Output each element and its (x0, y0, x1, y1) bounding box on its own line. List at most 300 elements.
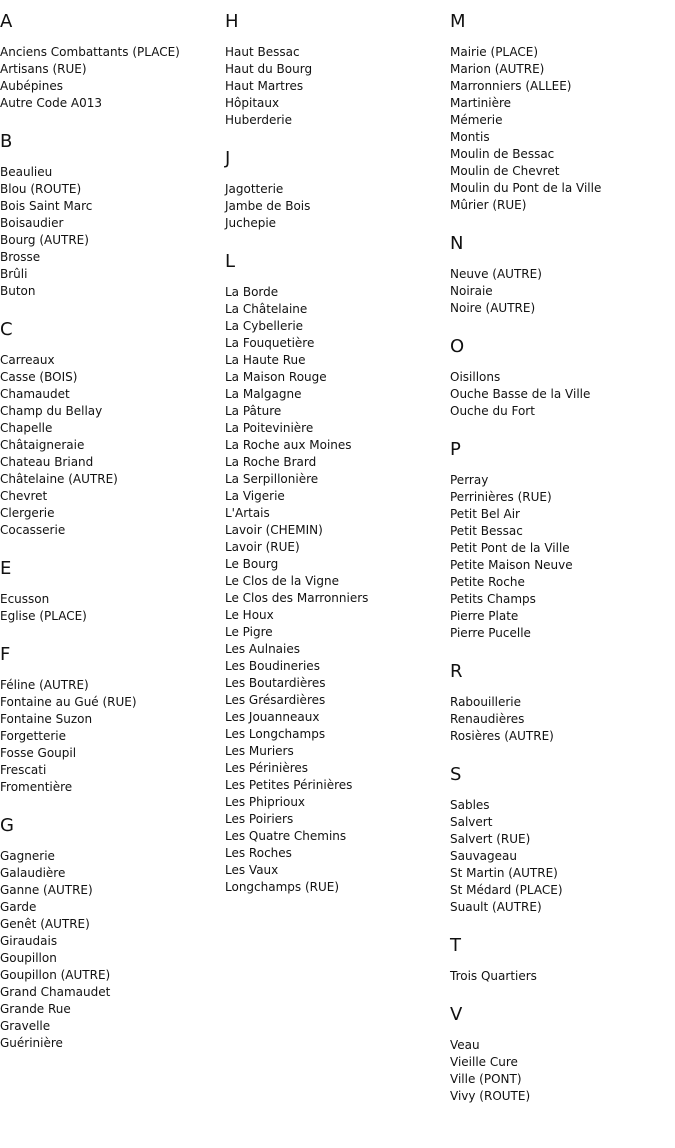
list-item (450, 797, 670, 814)
street-list (225, 44, 445, 129)
street-link[interactable]: Chevret (0, 489, 48, 503)
street-list (0, 44, 220, 112)
street-link[interactable]: Longchamps (RUE) (225, 880, 340, 894)
list-item (0, 403, 220, 420)
section-letter-heading: M (450, 11, 466, 32)
list-item (0, 95, 220, 112)
street-link[interactable]: Pierre Pucelle (450, 626, 531, 640)
index-section-m (450, 10, 670, 214)
list-item (450, 899, 670, 916)
list-item (225, 658, 445, 675)
list-item (0, 488, 220, 505)
street-link[interactable]: Goupillon (0, 951, 57, 965)
street-list (450, 1037, 670, 1105)
list-item (450, 506, 670, 523)
street-link[interactable]: Genêt (AUTRE) (0, 917, 90, 931)
street-link[interactable]: Beaulieu (0, 165, 53, 179)
street-link[interactable]: Champ du Bellay (0, 404, 103, 418)
section-letter-heading: V (450, 1004, 463, 1025)
section-letter-heading: A (0, 11, 13, 32)
street-list (450, 694, 670, 745)
list-item (225, 61, 445, 78)
street-link[interactable]: Haut Bessac (225, 45, 300, 59)
street-link[interactable]: Marion (AUTRE) (450, 62, 545, 76)
list-item (0, 283, 220, 300)
list-item (225, 845, 445, 862)
street-link[interactable]: La Cybellerie (225, 319, 304, 333)
street-link[interactable]: Noire (AUTRE) (450, 301, 536, 315)
street-link[interactable]: Boisaudier (0, 216, 64, 230)
street-link[interactable]: St Martin (AUTRE) (450, 866, 558, 880)
street-link[interactable]: Le Clos de la Vigne (225, 574, 339, 588)
street-link[interactable]: Les Roches (225, 846, 292, 860)
list-item (225, 573, 445, 590)
index-section-h (225, 10, 445, 129)
street-link[interactable]: Bois Saint Marc (0, 199, 93, 213)
list-item (450, 386, 670, 403)
street-link[interactable]: La Maison Rouge (225, 370, 327, 384)
list-item (225, 862, 445, 879)
street-link[interactable]: La Serpillonière (225, 472, 319, 486)
street-link[interactable]: Les Jouanneaux (225, 710, 320, 724)
list-item (0, 1018, 220, 1035)
street-link[interactable]: Blou (ROUTE) (0, 182, 82, 196)
street-list (450, 44, 670, 214)
list-item (0, 198, 220, 215)
list-item (450, 78, 670, 95)
street-link[interactable]: Petite Maison Neuve (450, 558, 573, 572)
list-item (0, 44, 220, 61)
street-link[interactable]: Petite Roche (450, 575, 525, 589)
street-link[interactable]: St Médard (PLACE) (450, 883, 563, 897)
list-item (450, 694, 670, 711)
street-list (450, 797, 670, 916)
list-item (450, 814, 670, 831)
list-item (225, 335, 445, 352)
street-link[interactable]: Petits Champs (450, 592, 536, 606)
list-item (225, 811, 445, 828)
list-item (0, 215, 220, 232)
street-link[interactable]: Garde (0, 900, 37, 914)
street-link[interactable]: Grande Rue (0, 1002, 71, 1016)
index-section-l (225, 250, 445, 896)
list-item (0, 78, 220, 95)
street-link[interactable]: Artisans (RUE) (0, 62, 87, 76)
list-item (450, 403, 670, 420)
list-item (0, 882, 220, 899)
street-link[interactable]: Noiraie (450, 284, 493, 298)
list-item (0, 933, 220, 950)
index-section-p (450, 438, 670, 642)
street-link[interactable]: Les Muriers (225, 744, 294, 758)
column-2 (225, 10, 445, 914)
list-item (450, 882, 670, 899)
list-item (225, 743, 445, 760)
street-link[interactable]: Chamaudet (0, 387, 70, 401)
list-item (225, 505, 445, 522)
list-item (225, 352, 445, 369)
street-link[interactable]: Brûli (0, 267, 28, 281)
street-list (450, 266, 670, 317)
street-link[interactable]: Eglise (PLACE) (0, 609, 87, 623)
street-link[interactable]: Ville (PONT) (450, 1072, 522, 1086)
street-link[interactable]: Fontaine au Gué (RUE) (0, 695, 137, 709)
street-link[interactable]: Mûrier (RUE) (450, 198, 527, 212)
section-letter-heading: C (0, 319, 13, 340)
list-item (450, 1088, 670, 1105)
street-link[interactable]: Le Bourg (225, 557, 279, 571)
section-letter-heading: T (450, 935, 461, 956)
list-item (0, 266, 220, 283)
street-link[interactable]: Chateau Briand (0, 455, 94, 469)
section-letter-heading: P (450, 439, 461, 460)
list-item (450, 968, 670, 985)
index-section-f (0, 643, 220, 796)
street-link[interactable]: Frescati (0, 763, 47, 777)
list-item (450, 831, 670, 848)
list-item (0, 1035, 220, 1052)
street-link[interactable]: La Haute Rue (225, 353, 306, 367)
street-link[interactable]: La Fouquetière (225, 336, 315, 350)
list-item (225, 488, 445, 505)
list-item (225, 181, 445, 198)
section-letter-heading: J (225, 148, 231, 169)
street-link[interactable]: Ouche Basse de la Ville (450, 387, 591, 401)
list-item (450, 472, 670, 489)
list-item (0, 522, 220, 539)
street-link[interactable]: Rosières (AUTRE) (450, 729, 554, 743)
section-letter-heading: S (450, 764, 462, 785)
street-link[interactable]: Hôpitaux (225, 96, 280, 110)
list-item (225, 386, 445, 403)
street-link[interactable]: Suault (AUTRE) (450, 900, 542, 914)
street-link[interactable]: Le Clos des Marronniers (225, 591, 369, 605)
street-link[interactable]: Les Boudineries (225, 659, 320, 673)
list-item (225, 522, 445, 539)
list-item (450, 1071, 670, 1088)
street-link[interactable]: La Roche aux Moines (225, 438, 352, 452)
list-item (450, 300, 670, 317)
street-link[interactable]: La Borde (225, 285, 279, 299)
street-link[interactable]: Oisillons (450, 370, 501, 384)
street-link[interactable]: Ecusson (0, 592, 50, 606)
index-section-r (450, 660, 670, 745)
street-link[interactable]: Jambe de Bois (225, 199, 311, 213)
list-item (225, 777, 445, 794)
street-link[interactable]: Les Boutardières (225, 676, 326, 690)
index-section-v (450, 1003, 670, 1105)
list-item (0, 762, 220, 779)
list-item (0, 249, 220, 266)
street-link[interactable]: Châtaigneraie (0, 438, 85, 452)
list-item (225, 437, 445, 454)
street-link[interactable]: Féline (AUTRE) (0, 678, 89, 692)
list-item (0, 984, 220, 1001)
list-item (450, 129, 670, 146)
list-item (450, 146, 670, 163)
street-link[interactable]: Guérinière (0, 1036, 63, 1050)
street-link[interactable]: Grand Chamaudet (0, 985, 111, 999)
street-list (0, 677, 220, 796)
street-link[interactable]: Renaudières (450, 712, 525, 726)
list-item (225, 369, 445, 386)
column-1 (0, 10, 220, 1070)
street-link[interactable]: Le Houx (225, 608, 274, 622)
list-item (450, 180, 670, 197)
list-item (225, 607, 445, 624)
street-link[interactable]: Petit Bel Air (450, 507, 520, 521)
list-item (0, 694, 220, 711)
list-item (450, 266, 670, 283)
street-link[interactable]: Huberderie (225, 113, 293, 127)
section-letter-heading: F (0, 644, 11, 665)
street-link[interactable]: Cocasserie (0, 523, 66, 537)
street-link[interactable]: Châtelaine (AUTRE) (0, 472, 118, 486)
list-item (450, 557, 670, 574)
street-link[interactable]: Gravelle (0, 1019, 51, 1033)
list-item (0, 181, 220, 198)
street-link[interactable]: Marronniers (ALLEE) (450, 79, 572, 93)
list-item (225, 590, 445, 607)
street-link[interactable]: La Pâture (225, 404, 282, 418)
street-link[interactable]: Les Aulnaies (225, 642, 300, 656)
street-link[interactable]: Anciens Combattants (PLACE) (0, 45, 180, 59)
street-link[interactable]: Autre Code A013 (0, 96, 103, 110)
list-item (225, 675, 445, 692)
street-list (450, 369, 670, 420)
street-link[interactable]: Haut du Bourg (225, 62, 313, 76)
list-item (225, 641, 445, 658)
street-link[interactable]: Perrinières (RUE) (450, 490, 552, 504)
street-link[interactable]: Moulin du Pont de la Ville (450, 181, 602, 195)
street-link[interactable]: Vivy (ROUTE) (450, 1089, 531, 1103)
street-link[interactable]: Salvert (RUE) (450, 832, 531, 846)
street-link[interactable]: L'Artais (225, 506, 270, 520)
street-link[interactable]: Les Vaux (225, 863, 279, 877)
section-letter-heading: B (0, 131, 13, 152)
list-item (450, 591, 670, 608)
list-item (0, 471, 220, 488)
section-letter-heading: R (450, 661, 463, 682)
street-link[interactable]: Bourg (AUTRE) (0, 233, 89, 247)
list-item (0, 865, 220, 882)
section-letter-heading: N (450, 233, 464, 254)
list-item (0, 608, 220, 625)
index-section-n (450, 232, 670, 317)
list-item (225, 403, 445, 420)
list-item (225, 760, 445, 777)
street-link[interactable]: Buton (0, 284, 36, 298)
street-list (225, 284, 445, 896)
street-link[interactable]: Petit Pont de la Ville (450, 541, 570, 555)
street-link[interactable]: Les Longchamps (225, 727, 326, 741)
list-item (225, 44, 445, 61)
list-item (225, 624, 445, 641)
section-letter-heading: O (450, 336, 465, 357)
street-link[interactable]: Galaudière (0, 866, 66, 880)
list-item (450, 865, 670, 882)
street-link[interactable]: Pierre Plate (450, 609, 519, 623)
street-link[interactable]: Mémerie (450, 113, 503, 127)
street-link[interactable]: Rabouillerie (450, 695, 522, 709)
list-item (0, 505, 220, 522)
list-item (0, 677, 220, 694)
street-link[interactable]: Les Phiprioux (225, 795, 306, 809)
street-link[interactable]: La Roche Brard (225, 455, 317, 469)
street-list (0, 591, 220, 625)
street-link[interactable]: Vieille Cure (450, 1055, 518, 1069)
street-link[interactable]: Les Petites Périnières (225, 778, 353, 792)
street-link[interactable]: La Poitevinière (225, 421, 314, 435)
list-item (0, 916, 220, 933)
street-link[interactable]: Mairie (PLACE) (450, 45, 539, 59)
list-item (225, 215, 445, 232)
street-list (0, 848, 220, 1052)
section-letter-heading: L (225, 251, 236, 272)
street-link[interactable]: Forgetterie (0, 729, 66, 743)
index-section-a (0, 10, 220, 112)
index-section-t (450, 934, 670, 985)
list-item (0, 369, 220, 386)
list-item (0, 386, 220, 403)
street-link[interactable]: Veau (450, 1038, 480, 1052)
list-item (450, 283, 670, 300)
index-section-s (450, 763, 670, 916)
street-link[interactable]: Juchepie (225, 216, 277, 230)
street-link[interactable]: Moulin de Chevret (450, 164, 560, 178)
street-link[interactable]: Clergerie (0, 506, 55, 520)
street-link[interactable]: Sauvageau (450, 849, 517, 863)
section-letter-heading: G (0, 815, 14, 836)
list-item (225, 420, 445, 437)
street-link[interactable]: La Vigerie (225, 489, 285, 503)
street-link[interactable]: Les Quatre Chemins (225, 829, 347, 843)
list-item (225, 284, 445, 301)
street-link[interactable]: Perray (450, 473, 489, 487)
street-link[interactable]: Goupillon (AUTRE) (0, 968, 111, 982)
column-3 (450, 10, 670, 1123)
list-item (450, 608, 670, 625)
street-link[interactable]: Brosse (0, 250, 41, 264)
list-item (0, 1001, 220, 1018)
street-link[interactable]: Salvert (450, 815, 493, 829)
list-item (225, 828, 445, 845)
list-item (0, 848, 220, 865)
list-item (225, 454, 445, 471)
list-item (0, 164, 220, 181)
street-link[interactable]: Lavoir (CHEMIN) (225, 523, 323, 537)
street-link[interactable]: Casse (BOIS) (0, 370, 78, 384)
street-list (0, 352, 220, 539)
street-link[interactable]: Carreaux (0, 353, 55, 367)
street-link[interactable]: Giraudais (0, 934, 58, 948)
index-section-e (0, 557, 220, 625)
list-item (0, 711, 220, 728)
street-link[interactable]: Montis (450, 130, 490, 144)
list-item (0, 61, 220, 78)
street-link[interactable]: Les Périnières (225, 761, 309, 775)
list-item (0, 950, 220, 967)
street-link[interactable]: Fromentière (0, 780, 73, 794)
list-item (450, 163, 670, 180)
list-item (450, 848, 670, 865)
list-item (450, 711, 670, 728)
index-section-c (0, 318, 220, 539)
street-link[interactable]: Haut Martres (225, 79, 304, 93)
street-link[interactable]: Lavoir (RUE) (225, 540, 300, 554)
list-item (0, 899, 220, 916)
street-link[interactable]: Trois Quartiers (450, 969, 537, 983)
list-item (225, 301, 445, 318)
list-item (450, 61, 670, 78)
street-link[interactable]: Gagnerie (0, 849, 55, 863)
list-item (225, 879, 445, 896)
list-item (225, 198, 445, 215)
street-link[interactable]: Les Grésardières (225, 693, 326, 707)
street-link[interactable]: Les Poiriers (225, 812, 294, 826)
street-link[interactable]: La Châtelaine (225, 302, 308, 316)
list-item (225, 95, 445, 112)
list-item (450, 44, 670, 61)
street-link[interactable]: Fosse Goupil (0, 746, 77, 760)
list-item (225, 112, 445, 129)
street-link[interactable]: Aubépines (0, 79, 64, 93)
street-link[interactable]: Neuve (AUTRE) (450, 267, 542, 281)
list-item (0, 728, 220, 745)
street-link[interactable]: Chapelle (0, 421, 53, 435)
list-item (225, 318, 445, 335)
street-link[interactable]: Moulin de Bessac (450, 147, 555, 161)
index-section-j (225, 147, 445, 232)
street-list (450, 968, 670, 985)
list-item (0, 967, 220, 984)
list-item (450, 625, 670, 642)
list-item (450, 540, 670, 557)
index-section-o (450, 335, 670, 420)
street-link[interactable]: Fontaine Suzon (0, 712, 93, 726)
street-link[interactable]: Sables (450, 798, 490, 812)
list-item (0, 437, 220, 454)
list-item (450, 95, 670, 112)
list-item (450, 1054, 670, 1071)
street-link[interactable]: Le Pigre (225, 625, 273, 639)
street-link[interactable]: Jagotterie (225, 182, 284, 196)
street-link[interactable]: Martinière (450, 96, 512, 110)
list-item (225, 471, 445, 488)
list-item (225, 539, 445, 556)
street-link[interactable]: La Malgagne (225, 387, 302, 401)
street-list (0, 164, 220, 300)
street-link[interactable]: Ouche du Fort (450, 404, 535, 418)
index-section-g (0, 814, 220, 1052)
street-link[interactable]: Petit Bessac (450, 524, 523, 538)
list-item (225, 794, 445, 811)
list-item (0, 352, 220, 369)
street-link[interactable]: Ganne (AUTRE) (0, 883, 93, 897)
list-item (450, 489, 670, 506)
list-item (0, 745, 220, 762)
street-list (450, 472, 670, 642)
list-item (0, 591, 220, 608)
list-item (450, 574, 670, 591)
list-item (0, 232, 220, 249)
list-item (0, 420, 220, 437)
list-item (0, 454, 220, 471)
list-item (225, 78, 445, 95)
list-item (450, 1037, 670, 1054)
list-item (225, 692, 445, 709)
list-item (450, 112, 670, 129)
